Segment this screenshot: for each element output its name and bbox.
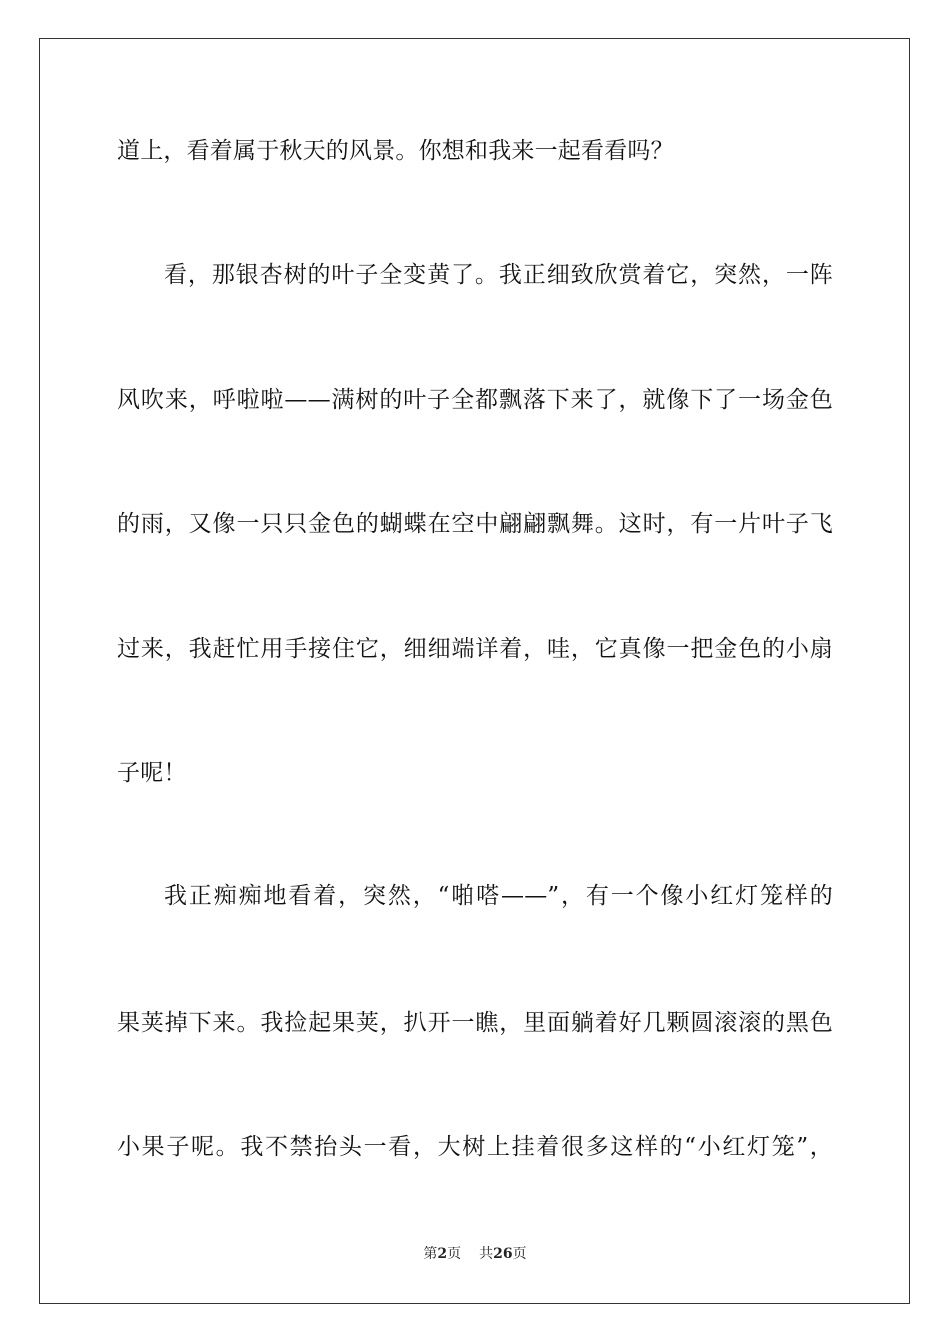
text-line-7: 我正痴痴地看着，突然，“啪嗒——”，有一个像小红灯笼样的 [164,883,833,909]
text-line-6: 子呢！ [117,760,187,786]
page-footer [0,1244,950,1264]
text-line-8: 果荚掉下来。我捡起果荚，扒开一瞧，里面躺着好几颗圆滚滚的黑色 [117,1010,833,1036]
text-line-1: 道上，看着属于秋天的风景。你想和我来一起看看吗？ [117,138,674,164]
total-prefix: 共 [479,1246,494,1262]
text-line-3: 风吹来，呼啦啦——满树的叶子全都飘落下来了，就像下了一场金色 [117,387,833,413]
text-line-5: 过来，我赶忙用手接住它，细细端详着，哇，它真像一把金色的小扇 [117,636,833,662]
page-border [39,38,910,1304]
total-suffix: 页 [512,1246,527,1262]
page-prefix: 第 [423,1246,438,1262]
text-line-2: 看，那银杏树的叶子全变黄了。我正细致欣赏着它，突然，一阵 [164,262,833,288]
text-line-9: 小果子呢。我不禁抬头一看，大树上挂着很多这样的“小红灯笼”， [117,1134,833,1160]
page-number: 2 [437,1246,448,1262]
total-pages: 26 [493,1246,513,1262]
page-suffix: 页 [447,1246,462,1262]
text-line-4: 的雨，又像一只只金色的蝴蝶在空中翩翩飘舞。这时，有一片叶子飞 [117,511,833,537]
